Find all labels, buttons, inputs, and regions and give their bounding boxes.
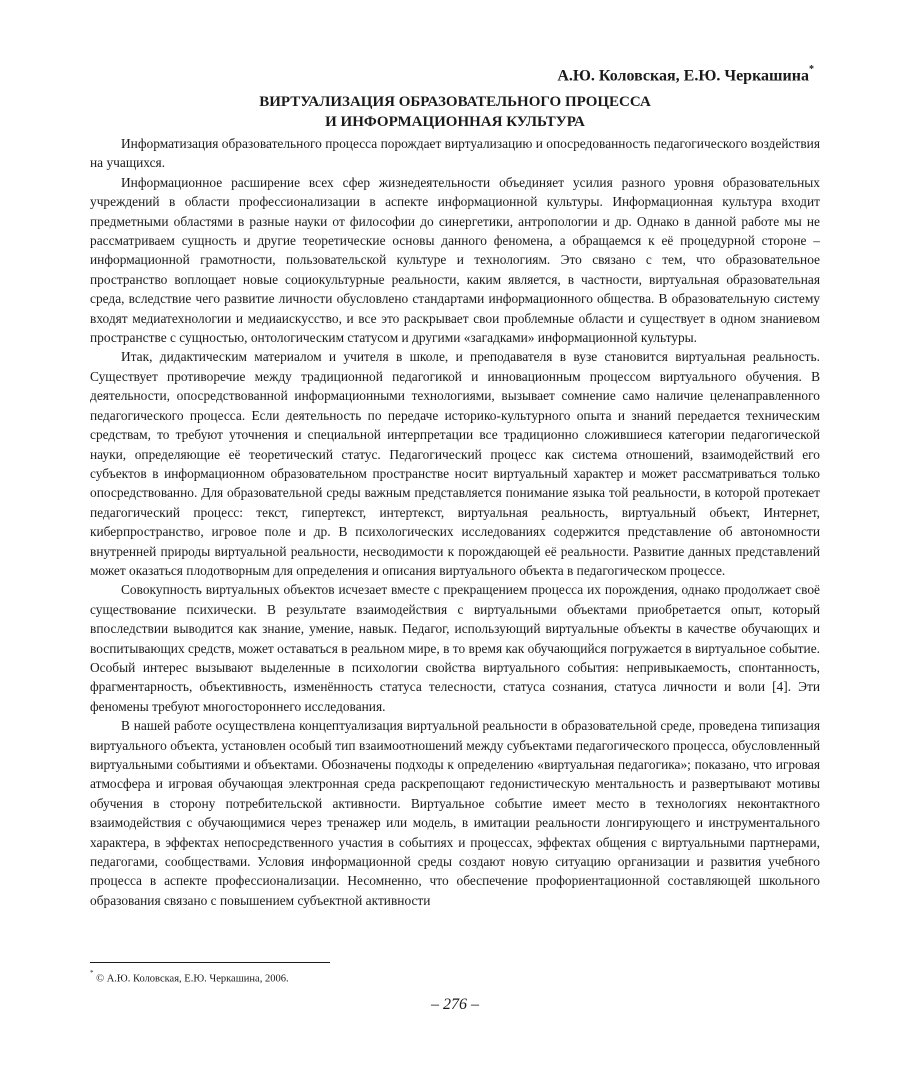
body-paragraph-2: Информационное расширение всех сфер жизнедеятельности объединяет усилия разного уровня образовательных учреждений в области профессионализации в аспекте информационной культуры. Информационная культура входит предметными областями в разные науки от философии до синергетики, антропологии и др. Однако в данной работе мы не рассматриваем сущность и другие теоретические основы данного феномена, а обращаемся к её процедурной стороне – информационной грамотности, пользовательской культуре и технологиям. Это связано с тем, что образовательное пространство воплощает новые социокультурные реальности, каким является, в частности, виртуальная образовательная среда, вследствие чего развитие личности обусловлено стандартами информационного общества. В образовательную систему входят медиатехнологии и медиаискусство, и все это раскрывает свои проблемные области и существует в одном знаниевом пространстве с сущностью, онтологическим статусом и другими «загадками» информационной культуры. xyxy=(90,174,820,346)
article-title xyxy=(90,92,820,132)
article-title-line-2: И ИНФОРМАЦИОННАЯ КУЛЬТУРА xyxy=(325,114,585,130)
authors-names: А.Ю. Коловская, Е.Ю. Черкашина xyxy=(557,67,809,85)
footnote-text: © А.Ю. Коловская, Е.Ю. Черкашина, 2006. xyxy=(96,973,289,985)
article-body xyxy=(90,134,820,910)
body-paragraph-1: Информатизация образовательного процесса порождает виртуализацию и опосредованность педагогического воздействия на учащихся. xyxy=(90,136,820,171)
footnote-marker: * xyxy=(90,969,94,977)
body-paragraph-3: Итак, дидактическим материалом и учителя в школе, и преподавателя в вузе становится виртуальная реальность. Существует противоречие между традиционной педагогикой и инновационным процессом виртуального обучения. В деятельности, опосредствованной информационными технологиями, вызывает сомнение само наличие целенаправленного педагогического процесса. Если деятельность по передаче историко-культурного опыта и знаний передается техническим средствам, то требуют уточнения и специальной интерпретации все традиционно сложившиеся категории педагогической науки, определяющие её теоретический статус. Педагогический процесс как система отношений, взаимодействий его субъектов в информационном образовательном пространстве носит виртуальный характер и может рассматриваться только опосредствованно. Для образовательной среды важным представляется понимание языка той реальности, в которой протекает педагогический процесс: текст, гипертекст, интертекст, виртуальная реальность, виртуальный объект, Интернет, киберпространство, игровое поле и др. В психологических исследованиях содержится представление об автономности внутренней природы виртуальной реальности, несводимости к порождающей её реальности. Развитие данных представлений может оказаться плодотворным для определения и описания виртуального объекта в педагогическом процессе. xyxy=(90,349,820,578)
body-paragraph-4: Совокупность виртуальных объектов исчезает вместе с прекращением процесса их порождения, однако продолжает своё существование психически. В результате взаимодействия с виртуальными объектами приобретается опыт, который впоследствии выводится как знание, умение, навык. Педагог, использующий виртуальные объекты в качестве обучающих и воспитывающих средств, может оставаться в реальном мире, в то время как обучающийся погружается в виртуальное событие. Особый интерес вызывают выделенные в психологии свойства виртуального события: непривыкаемость, спонтанность, фрагментарность, объективность, изменённость статуса телесности, статуса сознания, статуса личности и воли [4]. Эти феномены требуют многостороннего исследования. xyxy=(90,582,820,714)
body-paragraph-5: В нашей работе осуществлена концептуализация виртуальной реальности в образовательной среде, проведена типизация виртуального объекта, установлен особый тип взаимоотношений между субъектами педагогического процесса, обусловленный виртуальными событиями и объектами. Обозначены подходы к определению «виртуальная педагогика»; показано, что игровая атмосфера и игровая обучающая электронная среда раскрепощают гедонистическую ментальность и развертывают мотивы обучения в сторону потребительской активности. Виртуальное событие имеет место в технологиях неконтактного взаимодействия с обучающимися через тренажер или модель, в имитации реальности лонгирующего и инструментального характера, в эффектах непосредственного участия в событиях и процессах, эффектах общения с виртуальными партнерами, педагогами, сообществами. Условия информационной среды создают новую ситуацию организации и развития учебного процесса в аспекте профессионализации. Несомненно, что обеспечение профориентационной составляющей школьного образования связано с повышением субъектной активности xyxy=(90,718,820,908)
footnote-divider xyxy=(90,962,330,963)
authors-footnote-marker: * xyxy=(809,64,814,75)
page-number: – 276 – xyxy=(431,996,479,1013)
article-title-line-1: ВИРТУАЛИЗАЦИЯ ОБРАЗОВАТЕЛЬНОГО ПРОЦЕССА xyxy=(259,94,651,110)
authors-line xyxy=(90,62,814,86)
footnote xyxy=(90,968,289,987)
